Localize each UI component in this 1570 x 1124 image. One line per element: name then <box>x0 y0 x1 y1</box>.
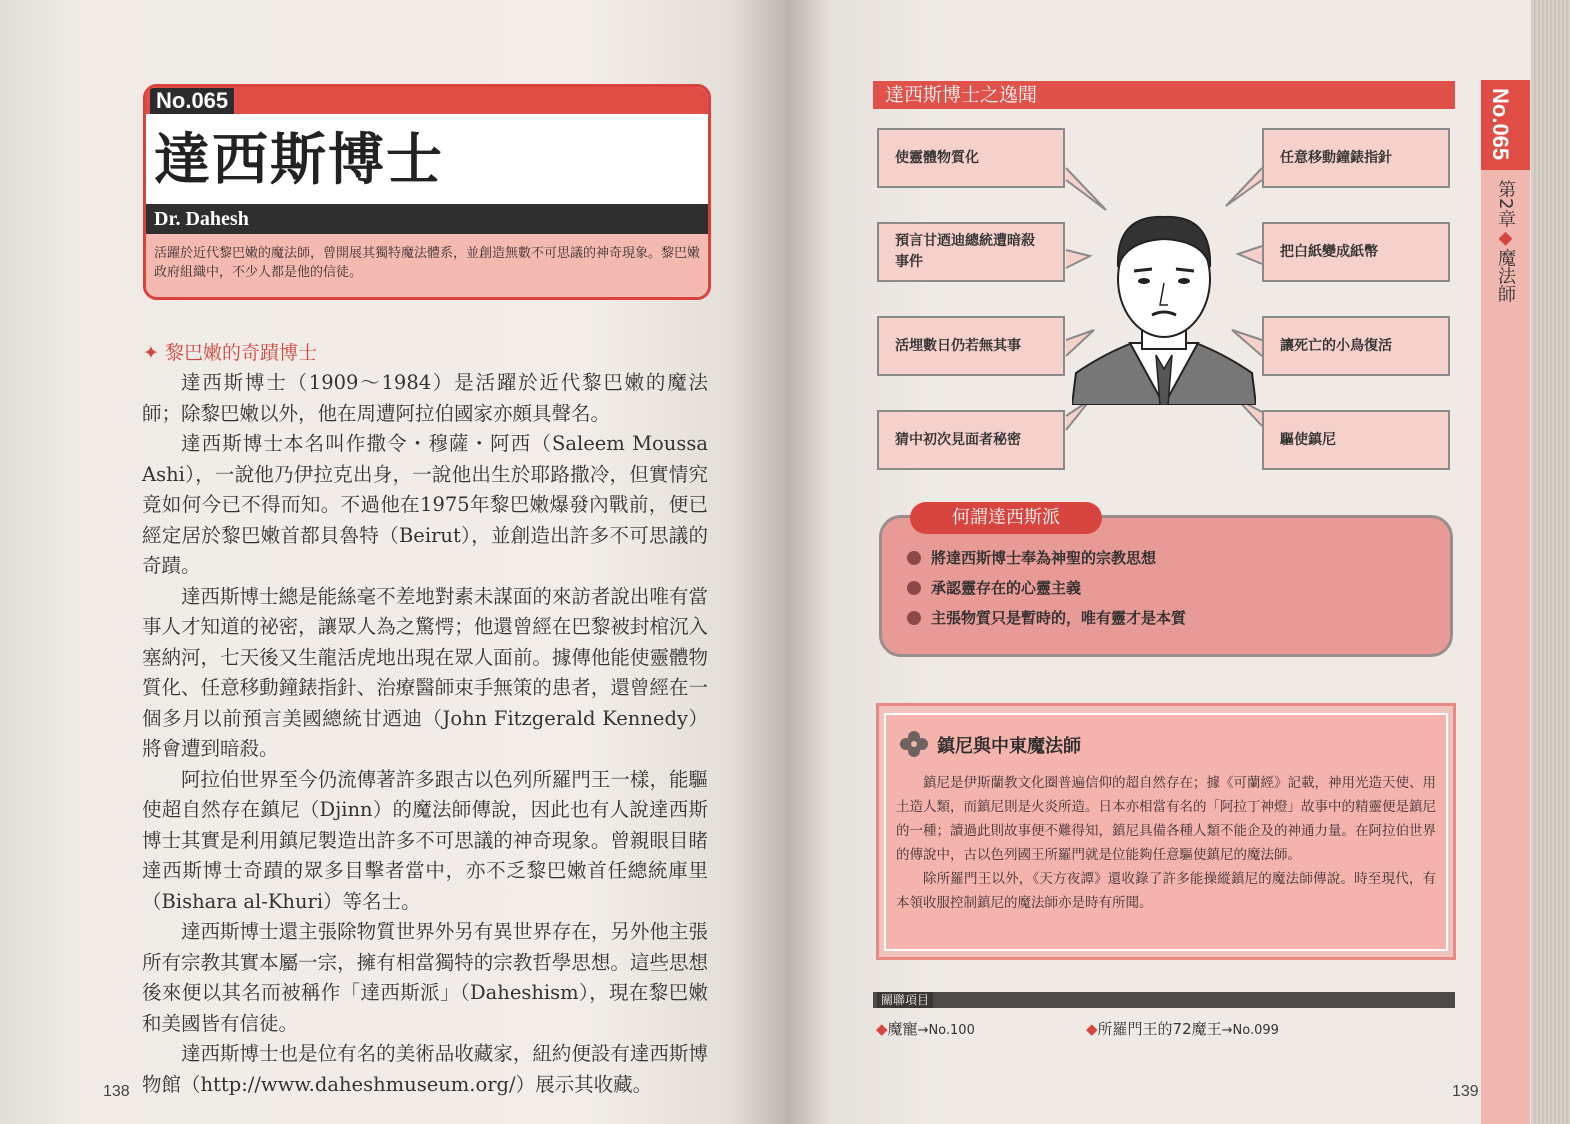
anecdote-text: 驅使鎮尼 <box>1280 432 1336 448</box>
page-edges <box>1531 0 1570 1124</box>
dahesh-portrait <box>1072 205 1256 405</box>
page-number-right: 139 <box>1452 1083 1479 1100</box>
body-paragraph: 阿拉伯世界至今仍流傳著許多跟古以色列所羅門王一樣，能驅使超自然存在鎮尼（Djinn）的魔法師傳說，因此也有人說達西斯博士其實是利用鎮尼製造出許多不可思議的神奇現象。曾親眼目睹達西斯博士奇蹟的眾多目擊者當中，亦不乏黎巴嫩首任總統庫里（Bishara al-Khuri）等名士。 <box>142 767 708 913</box>
anecdote-bubble <box>877 316 1065 376</box>
related-link-ref: →No.100 <box>917 1023 975 1038</box>
bullet-icon <box>907 551 921 565</box>
title-english-bar <box>146 204 708 234</box>
side-tab-chapter-title: 魔法師 <box>1495 248 1516 303</box>
body-text <box>142 368 708 1100</box>
anecdote-bubble <box>1262 222 1450 282</box>
page-number-left: 138 <box>103 1083 130 1100</box>
chapter-side-tab <box>1481 80 1530 1124</box>
djinn-paragraph: 鎮尼是伊斯蘭教文化圈普遍信仰的超自然存在；據《可蘭經》記載，神用光造天使、用土造人類，而鎮尼則是火炎所造。日本亦相當有名的「阿拉丁神燈」故事中的精靈便是鎮尼的一種；讀過此則故事便不難得知，鎮尼具備各種人類不能企及的神通力量。在阿拉伯世界的傳說中，古以色列國王所羅門就是位能夠任意驅使鎮尼的魔法師。 <box>896 775 1436 863</box>
daheshism-item <box>905 543 1186 573</box>
anecdote-bubble <box>1262 316 1450 376</box>
side-tab-number: No.065 <box>1488 88 1513 161</box>
anecdote-bubble <box>877 410 1065 470</box>
anecdotes-header: 達西斯博士之逸聞 <box>873 81 1455 109</box>
anecdote-text: 預言甘迺迪總統遭暗殺事件 <box>895 233 1035 270</box>
anecdote-bubble <box>877 128 1065 188</box>
daheshism-item-text: 承認靈存在的心靈主義 <box>931 579 1082 597</box>
related-link[interactable] <box>876 1018 975 1039</box>
daheshism-list <box>905 543 1186 633</box>
anecdote-text: 使靈體物質化 <box>895 150 979 166</box>
anecdote-text: 讓死亡的小鳥復活 <box>1280 338 1392 354</box>
djinn-title: 鎮尼與中東魔法師 <box>937 736 1081 757</box>
daheshism-item <box>905 603 1186 633</box>
related-items-label: 關聯項目 <box>877 992 933 1008</box>
daheshism-item-text: 將達西斯博士奉為神聖的宗教思想 <box>931 549 1157 567</box>
anecdote-text: 把白紙變成紙幣 <box>1280 244 1378 260</box>
anecdote-bubble <box>877 222 1065 282</box>
section-heading: ✦ 黎巴嫩的奇蹟博士 <box>143 342 317 364</box>
anecdote-text: 活埋數日仍若無其事 <box>895 338 1021 354</box>
entry-title-chinese: 達西斯博士 <box>154 128 444 193</box>
body-paragraph: 達西斯博士本名叫作撒令・穆薩・阿西（Saleem Moussa Ashi），一說他乃伊拉克出身，一說他出生於耶路撒冷，但實情究竟如何今已不得而知。不過他在1975年黎巴嫩爆發內戰前，便已經定居於黎巴嫩首都貝魯特（Beirut），並創造出許多不可思議的奇蹟。 <box>142 432 708 577</box>
diamond-icon: ◆ <box>1495 227 1516 249</box>
body-paragraph: 達西斯博士還主張除物質世界外另有異世界存在，另外他主張所有宗教其實本屬一宗，擁有相當獨特的宗教哲學思想。這些思想後來便以其名而被稱作「達西斯派」（Daheshism），現在黎巴嫩和美國皆有信徒。 <box>142 920 708 1035</box>
djinn-text <box>896 771 1436 915</box>
daheshism-title: 何謂達西斯派 <box>910 502 1102 534</box>
anecdote-bubble <box>1262 128 1450 188</box>
anecdote-text: 猜中初次見面者秘密 <box>895 432 1021 448</box>
side-tab-chapter-no: 第2章 <box>1495 180 1516 228</box>
related-link-ref: →No.099 <box>1221 1023 1279 1038</box>
related-link-name: 魔寵 <box>887 1020 918 1038</box>
entry-summary: 活躍於近代黎巴嫩的魔法師，曾開展其獨特魔法體系，並創造無數不可思議的神奇現象。黎巴嫩政府組織中，不少人都是他的信徒。 <box>146 234 708 297</box>
anecdote-text: 任意移動鐘錶指針 <box>1280 150 1392 166</box>
daheshism-item <box>905 573 1186 603</box>
body-paragraph: 達西斯博士也是位有名的美術品收藏家，紐約便設有達西斯博物館（http://www.daheshmuseum.org/）展示其收藏。 <box>142 1042 708 1096</box>
djinn-paragraph: 除所羅門王以外，《天方夜譚》還收錄了許多能操縱鎮尼的魔法師傳說。時至現代，有本領收服控制鎮尼的魔法師亦是時有所聞。 <box>896 871 1436 911</box>
diamond-icon: ◆ <box>876 1020 888 1038</box>
entry-number: No.065 <box>150 88 234 114</box>
flower-ornament-icon <box>898 729 930 759</box>
diamond-icon: ◆ <box>1086 1020 1098 1038</box>
related-link-name: 所羅門王的72魔王 <box>1097 1020 1222 1038</box>
bullet-icon <box>907 611 921 625</box>
body-paragraph: 達西斯博士（1909～1984）是活躍於近代黎巴嫩的魔法師；除黎巴嫩以外，他在周遭阿拉伯國家亦頗具聲名。 <box>142 371 708 425</box>
bullet-icon <box>907 581 921 595</box>
anecdote-bubble <box>1262 410 1450 470</box>
related-items-bar <box>873 992 1455 1008</box>
side-tab-number-block <box>1481 80 1530 170</box>
entry-title-english: Dr. Dahesh <box>154 208 249 230</box>
side-tab-chapter <box>1492 180 1518 302</box>
body-paragraph: 達西斯博士總是能絲毫不差地對素未謀面的來訪者說出唯有當事人才知道的祕密，讓眾人為之驚愕；他還曾經在巴黎被封棺沉入塞納河，七天後又生龍活虎地出現在眾人面前。據傳他能使靈體物質化、任意移動鐘錶指針、治療醫師束手無策的患者，還曾經在一個多月以前預言美國總統甘迺迪（John Fitzgerald Kennedy）將會遭到暗殺。 <box>142 584 708 760</box>
entry-title-card <box>143 84 711 300</box>
related-link[interactable] <box>1086 1018 1279 1039</box>
daheshism-item-text: 主張物質只是暫時的，唯有靈才是本質 <box>931 609 1187 627</box>
